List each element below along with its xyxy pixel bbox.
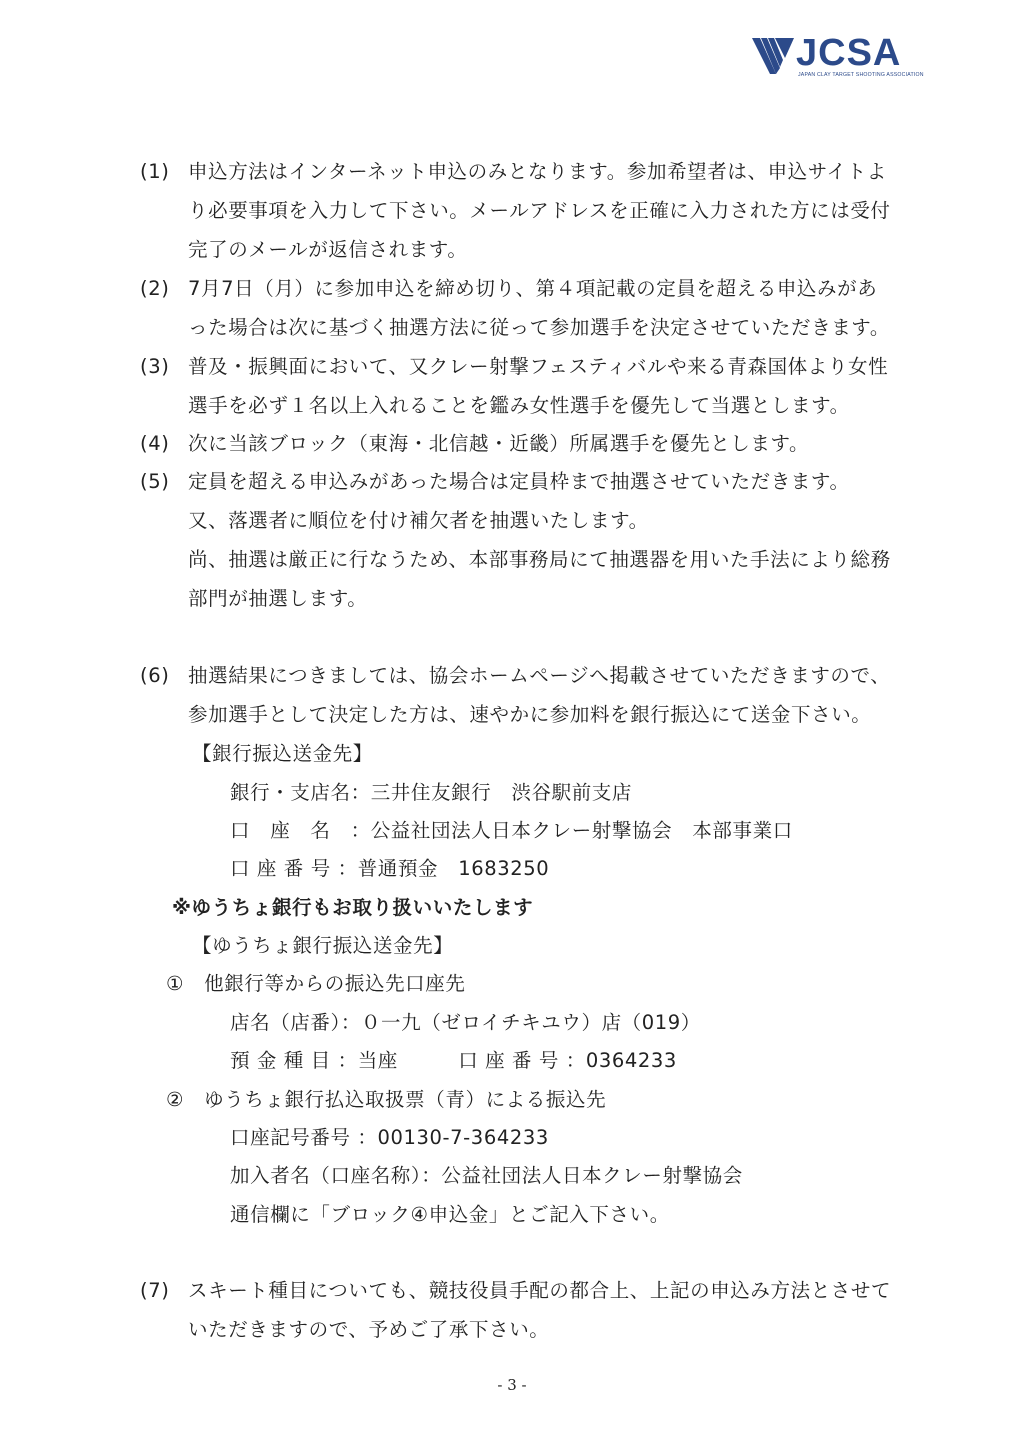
bank-branch: 銀行・支店名：三井住友銀行 渋谷駅前支店 [230,781,633,804]
logo-mark-icon [752,34,796,78]
item-3-line-2: 選手を必ず１名以上入れることを鑑み女性選手を優先して当選とします。 [188,394,850,417]
jcsa-logo [752,30,924,85]
item-7-line-1: スキート種目についても、競技役員手配の都合上、上記の申込み方法とさせて [188,1279,892,1302]
item-2-line-1: 7月7日（月）に参加申込を締め切り、第４項記載の定員を超える申込みがあ [188,277,878,300]
item-1-line-1: 申込方法はインターネット申込のみとなります。参加希望者は、申込サイトよ [188,160,887,183]
item-5-line-3: 尚、抽選は厳正に行なうため、本部事務局にて抽選器を用いた手法により総務 [188,548,891,571]
item-6-number: (6) [140,664,170,687]
item-5-number: (5) [140,470,170,493]
yucho-option-1-type: 預 金 種 目 ：当座 口 座 番 号 ：0364233 [230,1049,677,1072]
item-7-line-2: いただきますので、予めご了承下さい。 [188,1318,550,1341]
bank-account-number: 口 座 番 号 ：普通預金 1683250 [230,857,550,880]
yucho-option-2-number: 口座記号番号 ：00130-7-364233 [230,1126,549,1149]
yucho-option-2-memo: 通信欄に「ブロック④申込金」とご記入下さい。 [230,1203,670,1226]
yucho-note: ※ゆうちょ銀行もお取り扱いいたします [172,896,534,919]
logo-text: JCSA [796,32,902,74]
item-1-line-2: り必要事項を入力して下さい。メールアドレスを正確に入力された方には受付 [188,199,891,222]
item-2-number: (2) [140,277,170,300]
item-3-number: (3) [140,355,170,378]
item-2-line-2: った場合は次に基づく抽選方法に従って参加選手を決定させていただきます。 [188,316,890,339]
item-7-number: (7) [140,1279,170,1302]
item-6-line-1: 抽選結果につきましては、協会ホームページへ掲載させていただきますので、 [188,664,891,687]
bank-account-name: 口 座 名 ：公益社団法人日本クレー射撃協会 本部事業口 [230,819,793,842]
item-5-line-1: 定員を超える申込みがあった場合は定員枠まで抽選させていただきます。 [188,470,850,493]
yucho-option-2-title: ② ゆうちょ銀行払込取扱票（青）による振込先 [166,1088,607,1111]
item-5-line-4: 部門が抽選します。 [188,587,368,610]
item-5-line-2: 又、落選者に順位を付け補欠者を抽選いたします。 [188,509,649,532]
item-6-line-2: 参加選手として決定した方は、速やかに参加料を銀行振込にて送金下さい。 [188,703,872,726]
item-1-line-3: 完了のメールが返信されます。 [188,238,468,261]
yucho-option-1-store: 店名（店番）：０一九（ゼロイチキユウ）店（019） [230,1011,701,1034]
yucho-option-1-title: ① 他銀行等からの振込先口座先 [166,972,466,995]
yucho-heading: 【ゆうちょ銀行振込送金先】 [192,934,454,957]
yucho-option-2-name: 加入者名（口座名称）：公益社団法人日本クレー射撃協会 [230,1164,743,1187]
page-number: - 3 - [497,1376,527,1394]
item-3-line-1: 普及・振興面において、又クレー射撃フェスティバルや来る青森国体より女性 [188,355,889,378]
item-4-number: (4) [140,432,170,455]
item-4-line-1: 次に当該ブロック（東海・北信越・近畿）所属選手を優先とします。 [188,432,810,455]
logo-subtitle: JAPAN CLAY TARGET SHOOTING ASSOCIATION [798,72,924,78]
item-1-number: (1) [140,160,170,183]
bank-heading: 【銀行振込送金先】 [192,742,373,765]
